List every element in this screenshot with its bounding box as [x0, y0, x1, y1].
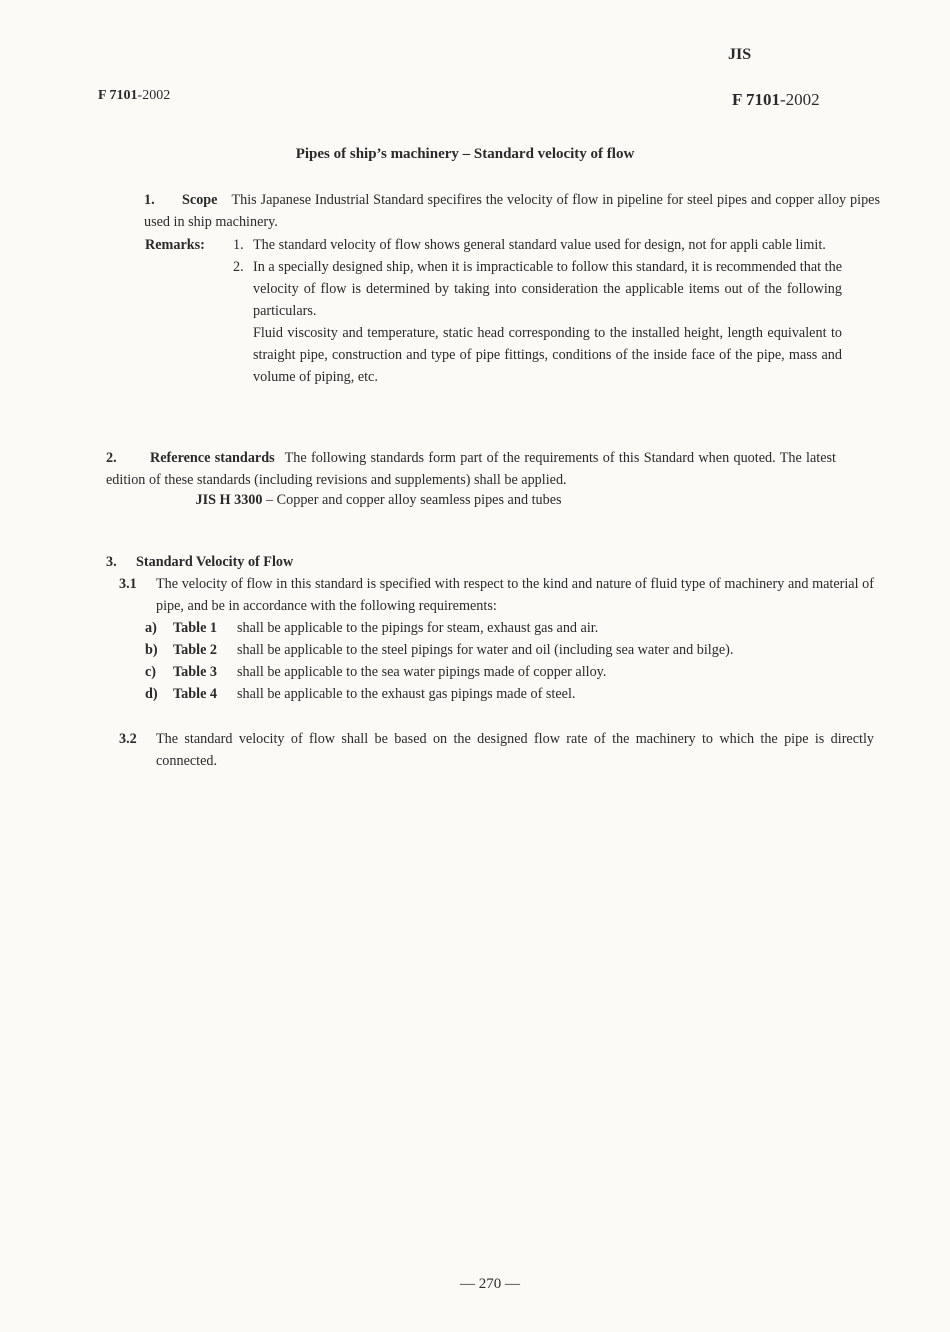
remark-2-particulars: Fluid viscosity and temperature, static head corresponding to the installed height, length equivalent to straight pipe, construction and type of pipe fittings, conditions of the inside face of the pipe, mass and volume of piping, etc. [253, 325, 842, 385]
remark-spacer [145, 322, 233, 388]
header-code-right [732, 90, 820, 110]
section-2-number: 2. [106, 450, 117, 466]
remark-spacer [145, 256, 233, 322]
remark-3-number [233, 322, 253, 388]
section-1-heading: Scope [182, 192, 218, 208]
list-item-label: a) [145, 620, 157, 636]
list-item [145, 639, 815, 661]
page-number: — 270 — [460, 1276, 520, 1292]
remarks-label: Remarks: [145, 237, 205, 253]
remark-2-text: In a specially designed ship, when it is impracticable to follow this standard, it is recommended that the velocity of flow is determined by taking into consideration the applicable items out of the following particulars. [253, 259, 842, 319]
header-code-left [98, 88, 170, 104]
section-3-heading: Standard Velocity of Flow [136, 554, 294, 570]
remark-2-continued [145, 322, 842, 388]
reference-standard-title: – Copper and copper alloy seamless pipes and tubes [266, 492, 562, 508]
list-item-table-ref: Table 4 [173, 686, 218, 702]
section-reference-standards [106, 447, 836, 491]
list-item-text: shall be applicable to the exhaust gas pipings made of steel. [237, 686, 576, 702]
table-applicability-list [145, 617, 815, 705]
clause-3-2 [119, 728, 874, 772]
clause-3-1 [119, 573, 874, 617]
list-item-text: shall be applicable to the steel pipings for water and oil (including sea water and bilge). [237, 642, 734, 658]
section-standard-velocity [106, 551, 293, 573]
list-item-table-ref: Table 1 [173, 620, 218, 636]
remark-2 [145, 256, 842, 322]
section-1-text: This Japanese Industrial Standard specifires the velocity of flow in pipeline for steel pipes and copper alloy pipes used in ship machinery. [144, 192, 880, 230]
remarks-block [145, 234, 842, 388]
page-title-text: Pipes of ship’s machinery – Standard velocity of flow [295, 146, 635, 162]
reference-standard-entry [0, 489, 757, 511]
clause-3-1-number: 3.1 [119, 576, 137, 592]
list-item-table-ref: Table 3 [173, 664, 218, 680]
section-scope [106, 189, 880, 233]
list-item [145, 617, 815, 639]
section-3-number: 3. [106, 554, 117, 570]
remark-1-text: The standard velocity of flow shows general standard value used for design, not for appli cable limit. [253, 237, 826, 253]
clause-3-1-text: The velocity of flow in this standard is specified with respect to the kind and nature of fluid type of machinery and material of pipe, and be in accordance with the following requirements: [156, 576, 874, 614]
section-1-number: 1. [144, 192, 155, 208]
list-item-text: shall be applicable to the pipings for steam, exhaust gas and air. [237, 620, 599, 636]
section-2-text: The following standards form part of the requirements of this Standard when quoted. The latest edition of these standards (including revisions and supplements) shall be applied. [106, 450, 836, 488]
remark-1 [145, 234, 842, 256]
list-item [145, 683, 815, 705]
header-code-left-prefix: F 7101 [98, 88, 138, 103]
clause-3-2-text: The standard velocity of flow shall be based on the designed flow rate of the machinery to which the pipe is directly connected. [156, 731, 874, 769]
list-item-text: shall be applicable to the sea water pipings made of copper alloy. [237, 664, 607, 680]
list-item-label: c) [145, 664, 157, 680]
list-item-label: b) [145, 642, 158, 658]
remark-2-number: 2. [233, 259, 244, 275]
list-item-label: d) [145, 686, 158, 702]
header-code-left-suffix: -2002 [137, 88, 171, 103]
clause-3-2-number: 3.2 [119, 731, 137, 747]
page-title [0, 146, 950, 163]
jis-label: JIS [728, 46, 752, 63]
header-code-right-suffix: -2002 [780, 90, 820, 109]
reference-standard-code: JIS H 3300 [195, 492, 263, 508]
list-item-table-ref: Table 2 [173, 642, 218, 658]
remark-1-number: 1. [233, 237, 244, 253]
header-code-right-prefix: F 7101 [732, 90, 781, 109]
section-2-heading: Reference standards [150, 450, 275, 466]
list-item [145, 661, 815, 683]
